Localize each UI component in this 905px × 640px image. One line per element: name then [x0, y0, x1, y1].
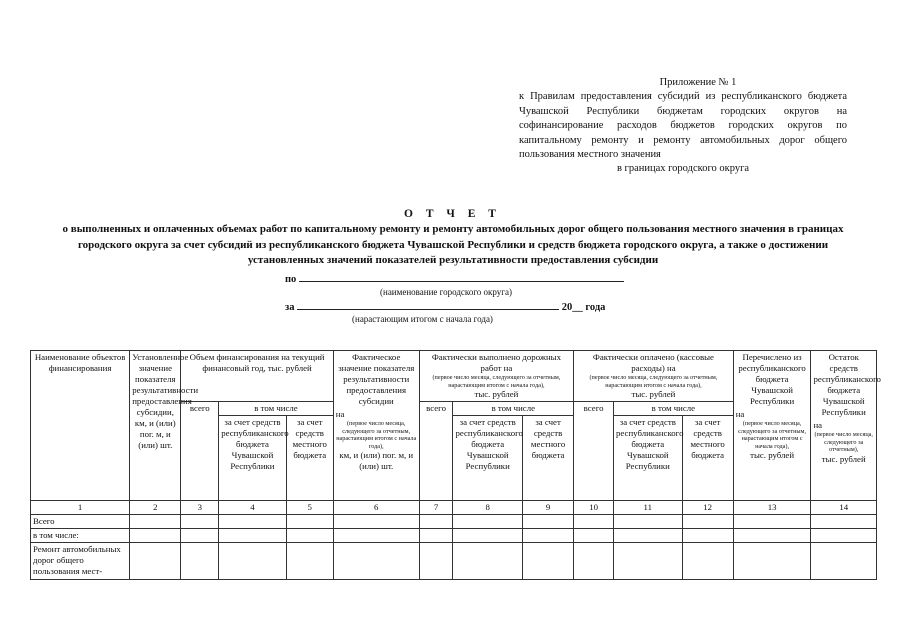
paid-incl: в том числе	[614, 402, 734, 416]
work-local: за счет средств местного бюджета	[522, 416, 573, 501]
table-row	[31, 543, 877, 580]
header-transferred: Перечислено из республиканского бюджета Чувашской Республики на (первое число месяца, следующего за отчетным, нарастающим итогом с начала года), тыс. рублей	[733, 351, 811, 501]
report-title: О Т Ч Е Т	[404, 208, 501, 220]
table-row	[31, 515, 877, 529]
fin-republic: за счет средств республиканского бюджета Чувашской Республики	[219, 416, 287, 501]
header-objects: Наименование объектов финансирования	[31, 351, 130, 501]
paid-republic: за счет средств республиканского бюджета Чувашской Республики	[614, 416, 683, 501]
actual-value-na: на	[335, 409, 345, 419]
paid-local: за счет средств местного бюджета	[682, 416, 733, 501]
paid-total: всего	[574, 402, 614, 501]
row-including-label: в том числе:	[31, 529, 130, 543]
po-field[interactable]	[299, 270, 624, 282]
header-actual-value: Фактическое значение показателя результативности предоставления субсидии на (первое число месяца, следующего за отчетным, нарастающим итогом с начала года), км, и (или) пог. м, и (или) шт.	[333, 351, 419, 501]
za-field[interactable]	[297, 298, 559, 310]
po-line	[285, 270, 624, 285]
po-label: по	[285, 274, 297, 285]
annex-body: к Правилам предоставления субсидий из республиканского бюджета Чувашской Республики бюджетам городских округов на софинансирование расходов бюджетов городских округов по капитальному ремонту и ремонту автомобильных дорог общего пользования местного значения	[519, 91, 847, 161]
header-work-done: Фактически выполнено дорожных работ на (первое число месяца, следующего за отчетным, нарастающим итогом с начала года), тыс. рублей	[419, 351, 573, 402]
za-line	[285, 298, 605, 313]
fin-total: всего	[181, 402, 219, 501]
report-table	[30, 350, 881, 580]
annex-last-line: в границах городского округа	[616, 163, 750, 175]
header-target-value: Установленное значение показателя результативности предоставления субсидии, км, и (или) пог. м, и (или) шт.	[130, 351, 181, 501]
header-financing: Объем финансирования на текущий финансовый год, тыс. рублей	[181, 351, 333, 402]
fin-local: за счет средств местного бюджета	[286, 416, 333, 501]
annex-block	[519, 76, 847, 177]
header-balance: Остаток средств республиканского бюджета Чувашской Республики на (первое число месяца, следующего за отчетным), тыс. рублей	[811, 351, 877, 501]
actual-value-hint: (первое число месяца, следующего за отчетным, нарастающим итогом с начала года),	[336, 420, 417, 450]
za-label: за	[285, 302, 295, 313]
work-total: всего	[419, 402, 453, 501]
year-label: 20__ года	[561, 302, 606, 313]
report-subtitle: о выполненных и оплаченных объемах работ по капитальному ремонту и ремонту автомобильных дорог общего пользования местного значения в границах городского округа за счет субсидий из республиканского бюджета Чувашской Республики и средств бюджета городского округа, а также о достижении установленных значений показателей результативности предоставления субсидии	[62, 223, 844, 266]
za-hint: (нарастающим итогом с начала года)	[352, 314, 493, 324]
column-numbers-row: 1 2 3 4 5 6 7 8 9 10 11 12 13 14	[31, 501, 877, 515]
header-paid: Фактически оплачено (кассовые расходы) на (первое число месяца, следующего за отчетным, нарастающим итогом с начала года), тыс. рублей	[574, 351, 734, 402]
work-incl: в том числе	[453, 402, 574, 416]
work-republic: за счет средств республиканского бюджета Чувашской Республики	[453, 416, 523, 501]
po-hint: (наименование городского округа)	[380, 287, 512, 297]
annex-title: Приложение № 1	[659, 77, 737, 88]
row-road-repair-label: Ремонт автомобильных дорог общего пользования мест-	[31, 543, 130, 580]
fin-incl: в том числе	[219, 402, 334, 416]
row-total-label: Всего	[31, 515, 130, 529]
table-row	[31, 529, 877, 543]
